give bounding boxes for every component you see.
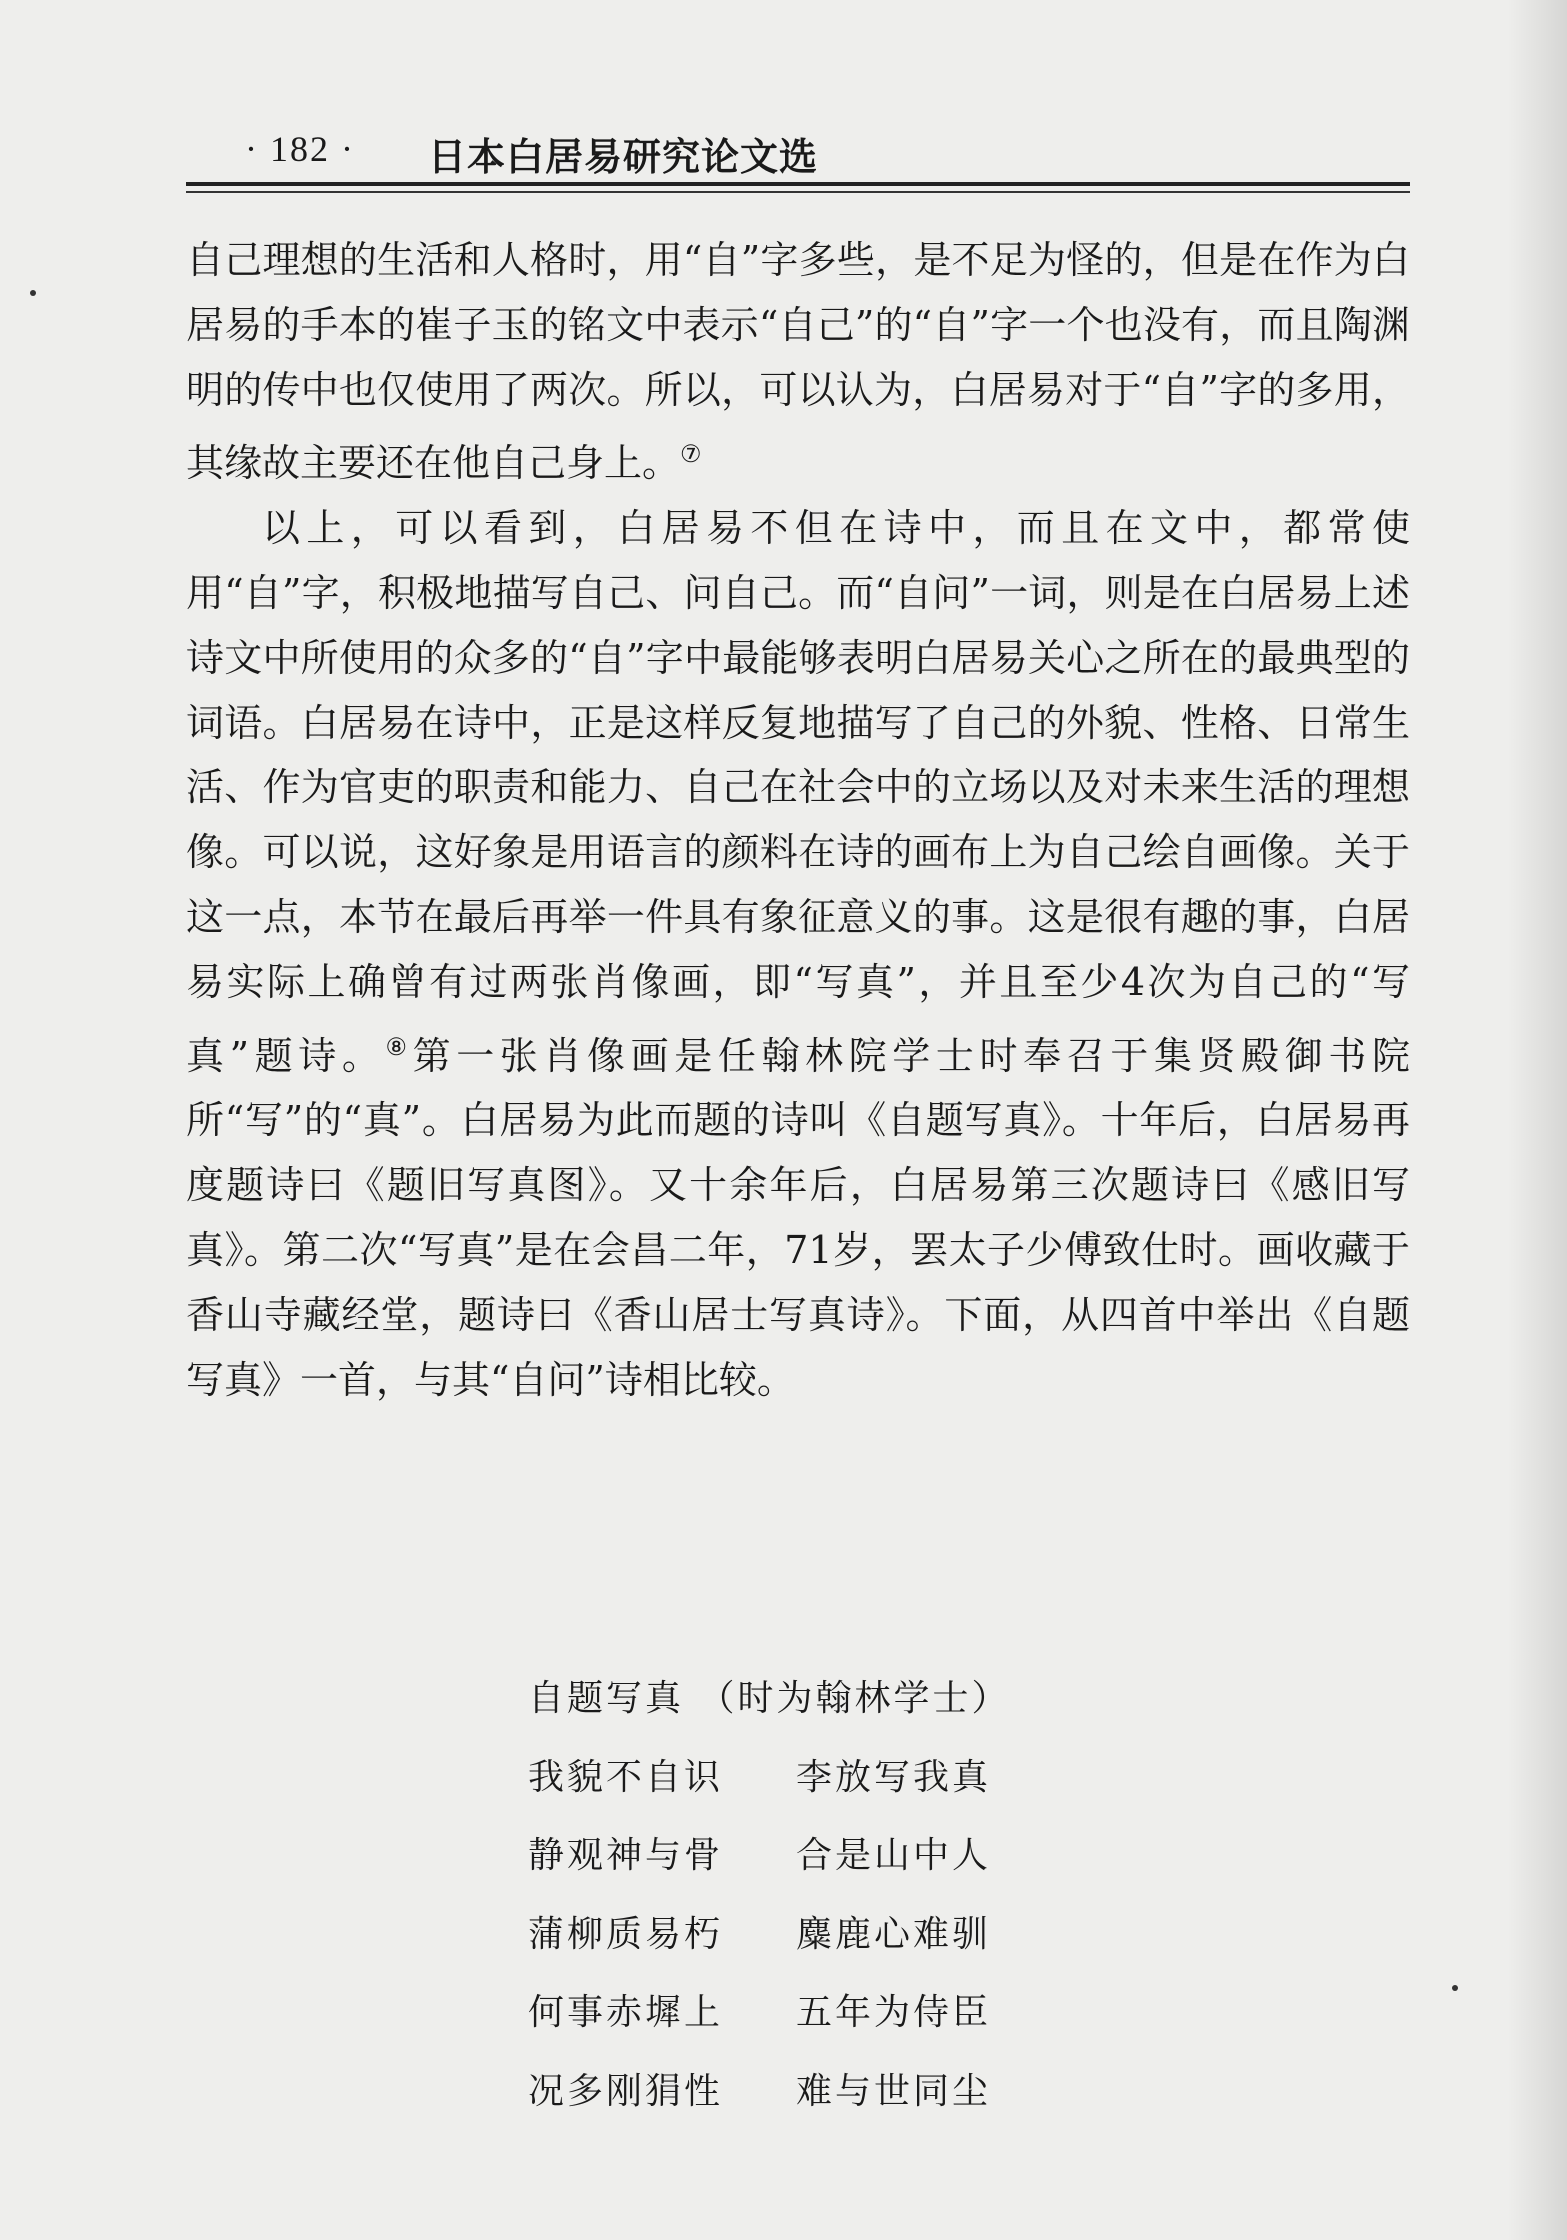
scan-speck (1452, 1985, 1458, 1991)
paragraph-1-text: 自己理想的生活和人格时，用“自”字多些，是不足为怪的，但是在作为白居易的手本的崔子玉的铭文中表示“自己”的“自”字一个也没有，而且陶渊明的传中也仅使用了两次。所以，可以认为，白居易对于“自”字的多用，其缘故主要还在他自己身上。 (186, 238, 1410, 486)
poem-line (528, 1739, 1168, 1818)
poem-line (528, 1974, 1168, 2053)
scan-speck (30, 290, 36, 296)
paragraph-1 (186, 228, 1410, 496)
body-text (186, 228, 1410, 1412)
note-ref-8: ⑧ (385, 1032, 413, 1061)
poem-line-first-half: 我貌不自识 (528, 1756, 724, 1798)
note-ref-7: ⑦ (680, 440, 702, 469)
poem-line (528, 1817, 1168, 1896)
poem-line (528, 2053, 1168, 2132)
poem (528, 1660, 1168, 2131)
poem-line-first-half: 静观神与骨 (528, 1835, 724, 1876)
poem-line-second-half: 合是山中人 (796, 1835, 992, 1876)
page-edge-shadow (1507, 0, 1567, 2240)
paragraph-2 (186, 496, 1410, 1412)
poem-line-second-half: 麋鹿心难驯 (796, 1913, 992, 1955)
poem-line (528, 1896, 1168, 1975)
poem-line-first-half: 蒲柳质易朽 (528, 1913, 724, 1955)
poem-title: 自题写真 （时为翰林学士） (528, 1678, 1011, 1719)
poem-line-second-half: 五年为侍臣 (796, 1992, 992, 2033)
running-title: 日本白居易研究论文选 (428, 135, 819, 179)
page-number: · 182 · (245, 129, 355, 169)
page-header (190, 118, 1410, 178)
header-rule-thin (186, 191, 1410, 193)
poem-line-second-half: 李放写我真 (796, 1756, 992, 1798)
poem-line-second-half: 难与世同尘 (796, 2070, 992, 2112)
paragraph-2-text-b: 第一张肖像画是任翰林院学士时奉召于集贤殿御书院所“写”的“真”。白居易为此而题的诗叫《自题写真》。十年后，白居易再度题诗曰《题旧写真图》。又十余年后，白居易第三次题诗曰《感旧写真》。第二次“写真”是在会昌二年，71岁，罢太子少傅致仕时。画收藏于香山寺藏经堂，题诗曰《香山居士写真诗》。下面，从四首中举出《自题写真》一首，与其“自问”诗相比较。 (186, 1033, 1410, 1402)
header-rule-thick (186, 182, 1410, 186)
paragraph-2-text-a: 以上，可以看到，白居易不但在诗中，而且在文中，都常使用“自”字，积极地描写自己、问自己。而“自问”一词，则是在白居易上述诗文中所使用的众多的“自”字中最能够表明白居易关心之所在的最典型的词语。白居易在诗中，正是这样反复地描写了自己的外貌、性格、日常生活、作为官吏的职责和能力、自己在社会中的立场以及对未来生活的理想像。可以说，这好象是用语言的颜料在诗的画布上为自己绘自画像。关于这一点，本节在最后再举一件具有象征意义的事。这是很有趣的事，白居易实际上确曾有过两张肖像画，即“写真”，并且至少4次为自己的“写真”题诗。 (186, 506, 1410, 1078)
poem-line-first-half: 何事赤墀上 (528, 1992, 724, 2033)
poem-line-first-half: 况多刚狷性 (528, 2070, 724, 2112)
